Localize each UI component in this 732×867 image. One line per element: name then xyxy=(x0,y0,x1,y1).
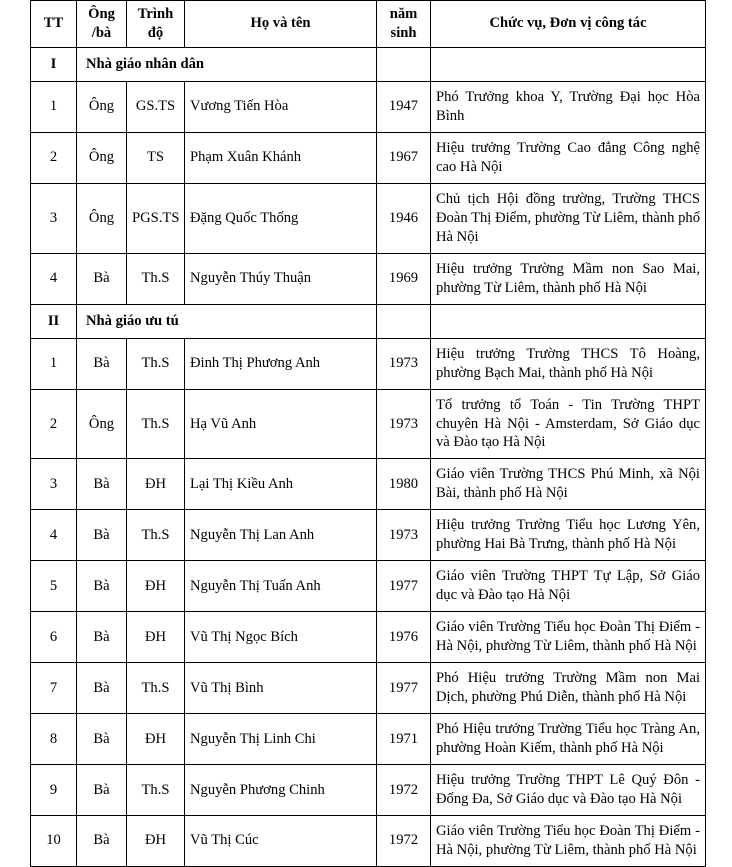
row-position: Hiệu trưởng Trường Mầm non Sao Mai, phường Từ Liêm, thành phố Hà Nội xyxy=(431,253,706,304)
row-name: Phạm Xuân Khánh xyxy=(185,132,377,183)
section-year-empty xyxy=(377,304,431,338)
row-gender: Bà xyxy=(77,765,127,816)
row-number: 4 xyxy=(31,510,77,561)
table-row xyxy=(31,132,706,183)
row-name: Nguyễn Thị Lan Anh xyxy=(185,510,377,561)
row-gender: Ông xyxy=(77,183,127,253)
row-gender: Bà xyxy=(77,816,127,867)
row-number: 9 xyxy=(31,765,77,816)
section-number: II xyxy=(31,304,77,338)
table-row xyxy=(31,816,706,867)
row-degree: PGS.TS xyxy=(127,183,185,253)
row-birth-year: 1977 xyxy=(377,561,431,612)
row-birth-year: 1973 xyxy=(377,510,431,561)
row-number: 7 xyxy=(31,663,77,714)
column-header-tt: TT xyxy=(31,1,77,48)
column-header-gender xyxy=(77,1,127,48)
row-birth-year: 1973 xyxy=(377,389,431,459)
row-gender: Bà xyxy=(77,663,127,714)
section-number: I xyxy=(31,47,77,81)
row-gender: Bà xyxy=(77,510,127,561)
row-birth-year: 1976 xyxy=(377,612,431,663)
row-number: 4 xyxy=(31,253,77,304)
column-header-gender-line2: /bà xyxy=(91,24,112,41)
row-position: Tổ trưởng tổ Toán - Tin Trường THPT chuyên Hà Nội - Amsterdam, Sở Giáo dục và Đào tạo Hà Nội xyxy=(431,389,706,459)
row-number: 6 xyxy=(31,612,77,663)
table-header xyxy=(31,1,706,48)
column-header-degree xyxy=(127,1,185,48)
row-degree: ĐH xyxy=(127,714,185,765)
table-row xyxy=(31,765,706,816)
row-position: Hiệu trưởng Trường Tiểu học Lương Yên, phường Hai Bà Trưng, thành phố Hà Nội xyxy=(431,510,706,561)
row-number: 8 xyxy=(31,714,77,765)
table-body xyxy=(31,47,706,866)
row-number: 2 xyxy=(31,389,77,459)
row-position: Phó Hiệu trưởng Trường Mầm non Mai Dịch, phường Phú Diễn, thành phố Hà Nội xyxy=(431,663,706,714)
row-number: 2 xyxy=(31,132,77,183)
section-title: Nhà giáo nhân dân xyxy=(77,47,377,81)
row-degree: GS.TS xyxy=(127,81,185,132)
row-gender: Bà xyxy=(77,561,127,612)
row-name: Nguyễn Thúy Thuận xyxy=(185,253,377,304)
row-name: Vũ Thị Cúc xyxy=(185,816,377,867)
table-row xyxy=(31,663,706,714)
row-degree: ĐH xyxy=(127,816,185,867)
row-gender: Bà xyxy=(77,338,127,389)
row-position: Hiệu trưởng Trường THPT Lê Quý Đôn - Đống Đa, Sở Giáo dục và Đào tạo Hà Nội xyxy=(431,765,706,816)
section-row xyxy=(31,304,706,338)
row-name: Nguyễn Thị Linh Chi xyxy=(185,714,377,765)
table-row xyxy=(31,81,706,132)
row-position: Giáo viên Trường THCS Phú Minh, xã Nội Bài, thành phố Hà Nội xyxy=(431,459,706,510)
table-row xyxy=(31,253,706,304)
row-birth-year: 1969 xyxy=(377,253,431,304)
table-row xyxy=(31,714,706,765)
table-row xyxy=(31,612,706,663)
section-title: Nhà giáo ưu tú xyxy=(77,304,377,338)
row-birth-year: 1971 xyxy=(377,714,431,765)
section-position-empty xyxy=(431,47,706,81)
row-degree: Th.S xyxy=(127,389,185,459)
awards-table xyxy=(30,0,706,867)
table-row xyxy=(31,389,706,459)
row-number: 1 xyxy=(31,338,77,389)
row-position: Giáo viên Trường THPT Tự Lập, Sở Giáo dục và Đào tạo Hà Nội xyxy=(431,561,706,612)
row-number: 1 xyxy=(31,81,77,132)
row-position: Hiệu trưởng Trường Cao đẳng Công nghệ cao Hà Nội xyxy=(431,132,706,183)
section-position-empty xyxy=(431,304,706,338)
row-position: Giáo viên Trường Tiểu học Đoàn Thị Điểm - Hà Nội, phường Từ Liêm, thành phố Hà Nội xyxy=(431,612,706,663)
table-row xyxy=(31,561,706,612)
row-birth-year: 1946 xyxy=(377,183,431,253)
row-name: Vũ Thị Bình xyxy=(185,663,377,714)
row-gender: Bà xyxy=(77,459,127,510)
row-position: Phó Hiệu trưởng Trường Tiểu học Tràng An, phường Hoàn Kiếm, thành phố Hà Nội xyxy=(431,714,706,765)
row-position: Chủ tịch Hội đồng trường, Trường THCS Đoàn Thị Điểm, phường Từ Liêm, thành phố Hà Nội xyxy=(431,183,706,253)
section-row xyxy=(31,47,706,81)
table-row xyxy=(31,183,706,253)
row-degree: ĐH xyxy=(127,459,185,510)
column-header-name: Họ và tên xyxy=(185,1,377,48)
row-name: Đinh Thị Phương Anh xyxy=(185,338,377,389)
row-name: Lại Thị Kiều Anh xyxy=(185,459,377,510)
column-header-year xyxy=(377,1,431,48)
column-header-year-line2: sinh xyxy=(390,24,417,41)
row-gender: Ông xyxy=(77,81,127,132)
row-name: Vương Tiến Hòa xyxy=(185,81,377,132)
header-row xyxy=(31,1,706,48)
row-degree: Th.S xyxy=(127,338,185,389)
row-birth-year: 1967 xyxy=(377,132,431,183)
row-number: 5 xyxy=(31,561,77,612)
row-degree: ĐH xyxy=(127,561,185,612)
section-year-empty xyxy=(377,47,431,81)
column-header-position: Chức vụ, Đơn vị công tác xyxy=(431,1,706,48)
row-name: Hạ Vũ Anh xyxy=(185,389,377,459)
column-header-gender-line1: Ông xyxy=(88,6,115,22)
row-degree: Th.S xyxy=(127,663,185,714)
row-number: 3 xyxy=(31,183,77,253)
column-header-year-line1: năm xyxy=(389,6,418,22)
table-row xyxy=(31,459,706,510)
row-gender: Bà xyxy=(77,714,127,765)
table-row xyxy=(31,338,706,389)
row-gender: Ông xyxy=(77,132,127,183)
row-birth-year: 1947 xyxy=(377,81,431,132)
row-degree: Th.S xyxy=(127,510,185,561)
row-gender: Ông xyxy=(77,389,127,459)
row-position: Hiệu trưởng Trường THCS Tô Hoàng, phường Bạch Mai, thành phố Hà Nội xyxy=(431,338,706,389)
row-birth-year: 1972 xyxy=(377,765,431,816)
row-name: Nguyễn Thị Tuấn Anh xyxy=(185,561,377,612)
row-position: Giáo viên Trường Tiểu học Đoàn Thị Điểm - Hà Nội, phường Từ Liêm, thành phố Hà Nội xyxy=(431,816,706,867)
row-number: 10 xyxy=(31,816,77,867)
row-name: Nguyễn Phương Chinh xyxy=(185,765,377,816)
row-birth-year: 1980 xyxy=(377,459,431,510)
table-row xyxy=(31,510,706,561)
row-position: Phó Trưởng khoa Y, Trường Đại học Hòa Bình xyxy=(431,81,706,132)
column-header-degree-line1: Trình xyxy=(137,6,174,22)
row-degree: TS xyxy=(127,132,185,183)
row-name: Vũ Thị Ngọc Bích xyxy=(185,612,377,663)
row-birth-year: 1977 xyxy=(377,663,431,714)
row-birth-year: 1972 xyxy=(377,816,431,867)
column-header-degree-line2: độ xyxy=(147,24,164,41)
row-birth-year: 1973 xyxy=(377,338,431,389)
row-gender: Bà xyxy=(77,253,127,304)
row-number: 3 xyxy=(31,459,77,510)
row-degree: Th.S xyxy=(127,765,185,816)
row-degree: Th.S xyxy=(127,253,185,304)
row-name: Đặng Quốc Thống xyxy=(185,183,377,253)
row-degree: ĐH xyxy=(127,612,185,663)
row-gender: Bà xyxy=(77,612,127,663)
